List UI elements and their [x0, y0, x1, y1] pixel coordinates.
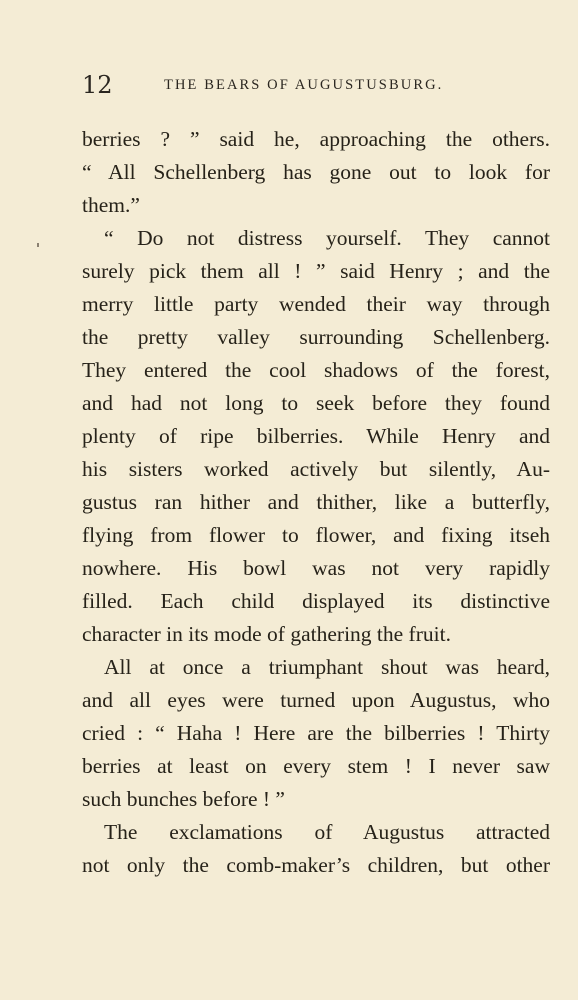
- text-line: The exclamations of Augustus attracted: [104, 820, 550, 844]
- text-line: filled. Each child displayed its distinctive: [82, 589, 550, 613]
- text-line: They entered the cool shadows of the forest,: [82, 358, 550, 382]
- page-number: 12: [82, 71, 113, 99]
- running-head: THE BEARS OF AUGUSTUSBURG.: [164, 77, 444, 93]
- text-line: nowhere. His bowl was not very rapidly: [82, 556, 550, 580]
- text-line: All at once a triumphant shout was heard,: [104, 655, 550, 679]
- text-line: and all eyes were turned upon Augustus, who: [82, 688, 550, 712]
- text-line: plenty of ripe bilberries. While Henry and: [82, 424, 550, 448]
- text-line: merry little party wended their way through: [82, 292, 550, 316]
- text-line: them.”: [82, 193, 140, 217]
- margin-speck: [37, 243, 39, 247]
- page-header: [82, 70, 552, 104]
- text-line: cried : “ Haha ! Here are the bilberries ! Thirty: [82, 721, 550, 745]
- text-line: not only the comb-maker’s children, but other: [82, 853, 550, 877]
- text-line: “ Do not distress yourself. They cannot: [104, 226, 550, 250]
- text-line: and had not long to seek before they found: [82, 391, 550, 415]
- text-line: berries at least on every stem ! I never saw: [82, 754, 550, 778]
- text-line: gustus ran hither and thither, like a butterfly,: [82, 490, 550, 514]
- body-text: [82, 123, 550, 882]
- text-line: flying from flower to flower, and fixing itseh: [82, 523, 550, 547]
- text-line: “ All Schellenberg has gone out to look for: [82, 160, 550, 184]
- text-line: character in its mode of gathering the fruit.: [82, 622, 451, 646]
- text-line: the pretty valley surrounding Schellenberg.: [82, 325, 550, 349]
- text-line: his sisters worked actively but silently, Au-: [82, 457, 550, 481]
- text-line: surely pick them all ! ” said Henry ; and the: [82, 259, 550, 283]
- text-line: such bunches before ! ”: [82, 787, 285, 811]
- text-line: berries ? ” said he, approaching the others.: [82, 127, 550, 151]
